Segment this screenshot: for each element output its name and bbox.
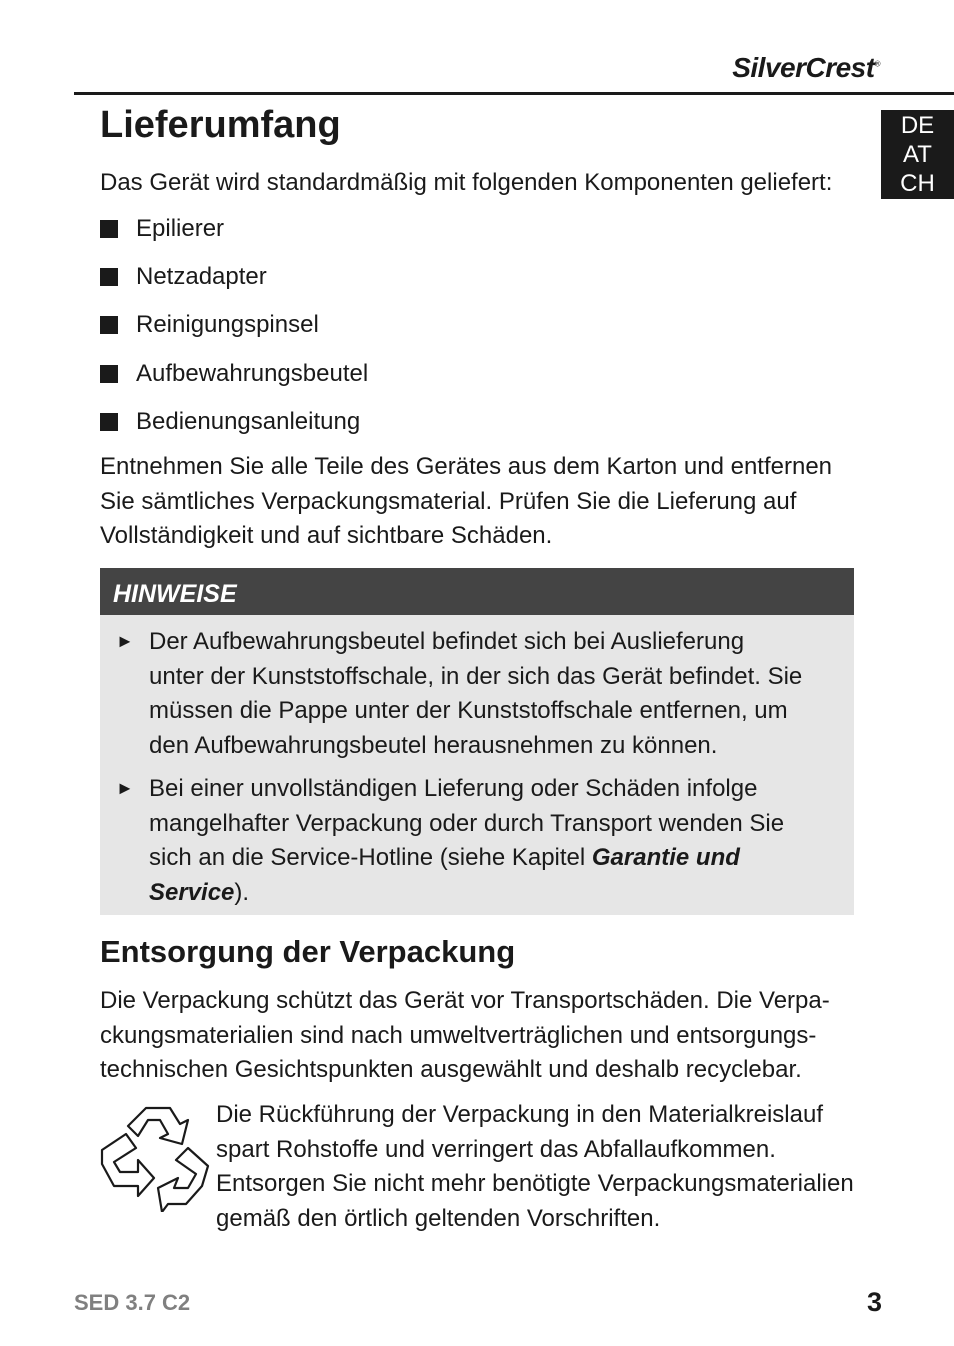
notes-heading: HINWEISE <box>100 568 854 615</box>
component-list <box>100 212 368 453</box>
square-bullet-icon <box>100 268 118 286</box>
lang-ch: CH <box>900 170 935 197</box>
lang-at: AT <box>903 141 932 168</box>
unpacking-paragraph: Entnehmen Sie alle Teile des Gerätes aus dem Karton und entfernen Sie sämtliches Verpackungsmaterial. Prüfen Sie die Lieferung auf Vollständigkeit und auf sichtbare Schäden. <box>100 453 833 549</box>
notes-box: HINWEISE ► Der Aufbewahrungsbeutel befindet sich bei Auslieferung unter der Kunststoffschale, in der sich das Gerät befindet. Sie müssen die Pappe unter der Kunststoffschale entfernen, um den Aufbewahrungsbeutel herausnehmen zu können. ► Bei einer unvollständigen Lieferung oder Schäden infolge mangelhafter Verpackung oder durch Transport wenden Sie sich an die Service-Hotline (siehe Kapitel Garantie und Service). <box>100 568 854 915</box>
recycling-paragraph: Die Rückführung der Verpackung in den Materialkreislauf spart Rohstoffe und verringert das Abfallaufkommen. Entsorgen Sie nicht mehr benötigte Verpackungsmaterialien gemäß den örtlich geltenden Vorschriften. <box>216 1101 854 1232</box>
intro-text: Das Gerät wird standardmäßig mit folgenden Komponenten geliefert: <box>100 169 833 196</box>
square-bullet-icon <box>100 413 118 431</box>
list-item: Netzadapter <box>100 260 368 308</box>
square-bullet-icon <box>100 220 118 238</box>
recycle-icon <box>98 1104 212 1212</box>
brand-logo: SilverCrest® <box>732 52 880 83</box>
square-bullet-icon <box>100 316 118 334</box>
lang-de: DE <box>900 112 935 139</box>
model-number: SED 3.7 C2 <box>74 1290 191 1315</box>
arrow-bullet-icon: ► <box>116 631 134 651</box>
chapter-reference: Garantie und <box>591 844 740 871</box>
language-tab <box>881 110 954 199</box>
page-number: 3 <box>866 1287 882 1317</box>
arrow-bullet-icon: ► <box>116 778 134 798</box>
square-bullet-icon <box>100 365 118 383</box>
section-title-entsorgung: Entsorgung der Verpackung <box>100 934 516 969</box>
section-title-lieferumfang: Lieferumfang <box>100 104 341 146</box>
packaging-paragraph: Die Verpackung schützt das Gerät vor Transportschäden. Die Verpa- ckungsmaterialien sind nach umweltverträglichen und entsorgungs- technischen Gesichtspunkten ausgewählt und deshalb recyclebar. <box>100 987 830 1083</box>
list-item: Bedienungsanleitung <box>100 405 368 453</box>
header-rule <box>74 92 954 95</box>
list-item: Aufbewahrungsbeutel <box>100 357 368 405</box>
chapter-reference: Service <box>149 878 235 906</box>
list-item: Reinigungspinsel <box>100 308 368 356</box>
list-item: Epilierer <box>100 212 368 260</box>
